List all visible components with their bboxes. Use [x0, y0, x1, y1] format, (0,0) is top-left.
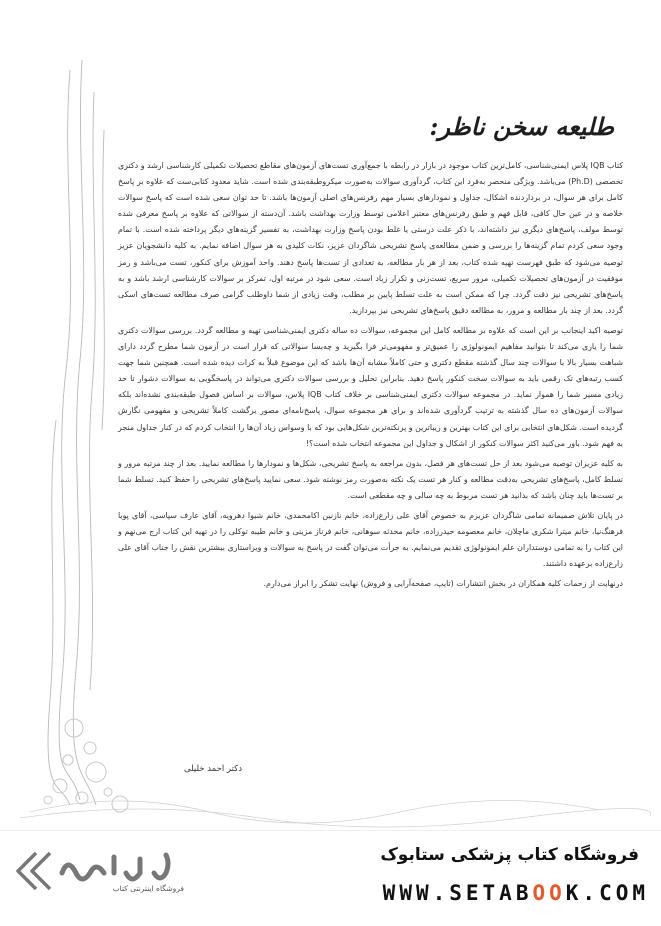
logo-wordmark-icon: [62, 855, 168, 879]
logo-tagline: فروشگاه اینترنتی کتاب: [112, 884, 184, 893]
store-name: فروشگاه کتاب پزشکی ستابوک: [380, 845, 639, 865]
store-url-link[interactable]: [329, 881, 649, 905]
store-footer-banner: [0, 830, 661, 926]
paragraph: به کلیه عزیزان توصیه می‌شود بعد از حل تست‌های هر فصل، بدون مراجعه به پاسخ تشریحی، شکل‌ها و نمودارها را مطالعه نمایید. بعد از چند مرتبه مرور و تسلط کامل، پاسخ‌های تشریحی به‌دقت مطالعه و کنار هر تست یک نکته به‌صورت رمز نوشته شود. سعی نمایید پاسخ‌های تشریحی را حفظ کنید. تسلط شما بر تست‌ها باید چنان باشد که بدانید هر تست مربوط به چه سالی و چه مقطعی است.: [118, 458, 623, 500]
url-part: K.COM: [565, 881, 649, 905]
logo-chevron-icon: [18, 853, 50, 889]
closing-paragraph: درنهایت از زحمات کلیه همکاران در بخش انتشارات (تایپ، صفحه‌آرایی و فروش) نهایت تشکر را ابراز می‌دارم.: [263, 579, 623, 589]
url-accent-letter: O: [532, 881, 550, 905]
page-title: طلیعه سخن ناظر:: [429, 112, 614, 141]
paragraph: توصیه اکید اینجانب بر این است که علاوه بر مطالعه کامل این مجموعه، سوالات ده ساله دکتری ایمنی‌شناسی تهیه و مطالعه گردد. بررسی سوالات دکتری شما را یاری می‌کند تا بتوانید مفاهیم ایمونولوژی را عمیق‌تر و مفهومی‌تر فرا بگیرید و چه‌بسا سوالاتی که قرار است در آزمون شما مطرح گردد دارای شباهت بسیار بالا با سوالات چند سال گذشته مقطع دکتری و حتی کاملاً مشابه آن‌ها باشد که این موضوع قبلاً به کرات دیده شده است. همچنین شما جهت کسب رتبه‌های تک رقمی باید به سوالات سخت کنکور پاسخ دهید. بنابراین تحلیل و بررسی سوالات دکتری می‌تواند در پاسخگویی به سوالات دشوار تا حد زیادی مسیر شما را هموار نماید. در مجموعه سوالات دکتری ایمنی‌شناسی بر خلاف کتاب IQB پلاس، سوالات بر اساس فصول طبقه‌بندی نشده‌اند بلکه سوالات آزمون‌های ده سال گذشته به ترتیب گردآوری شده‌اند و برای هر مجموعه سوال، پاسخ‌نامه‌ای مصور برگشت کاملاً تشریحی و مفهومی نگارش گردیده است. شکل‌های انتخابی برای این کتاب بهترین و زیباترین و پرنکته‌ترین شکل‌هایی بود که با وسواس زیاد آن‌ها را انتخاب کردم که در کنار جداول منجر به فهم شود. باور می‌کنید اکثر سوالات کنکور از اشکال و جداول این مجموعه انتخاب شده است؟!: [118, 325, 623, 448]
url-accent-letter: O: [549, 881, 566, 905]
paragraph: در پایان تلاش صمیمانه تمامی شاگردان عزیزم به خصوص آقای علی زارع‌زاده، خانم نازنین اکامحمدی، خانم شیوا دهرویه، آقای عارف سپاسی، آقای پویا فرهنگ‌نیا، خانم میترا شکری ماچلان، خانم معصومه حیدرزاده، خانم محدثه سوهانی، خانم فرناز مزینی و خانم طیبه توکلی را در تهیه این کتاب ارج می‌نهم و این کتاب را به تمامی دوستداران علم ایمونولوژی تقدیم می‌نمایم. به جرأت می‌توان گفت در پاسخ به سوالات و ویراستاری بیشترین نقش را جناب آقای علی زارع‌زاده برعهده داشتند.: [118, 510, 623, 569]
body-text: [118, 158, 623, 592]
setabook-logo: [10, 843, 180, 913]
url-part: WWW.SETAB: [382, 881, 533, 905]
paragraph: کتاب IQB پلاس ایمنی‌شناسی، کامل‌ترین کتاب موجود در بازار در رابطه با جمع‌آوری تست‌های آزمون‌های مقاطع تحصیلات تکمیلی کارشناسی ارشد و دکتری تخصصی (Ph.D) می‌باشد. ویژگی منحصر به‌فرد این کتاب، گردآوری سوالات به‌صورت میکروطبقه‌بندی شده است. شاید معدود کتابی‌ست که علاوه بر پاسخ کامل برای هر سوال، در برداردنده اشکال، جداول و نمودارهای بسیار مهم رفرنس‌های اصلی آزمون‌ها باشد. تا حد توان سعی شده است که پاسخ سوالات خلاصه و در عین حال کافی، قابل فهم و طبق رفرنس‌های معتبر اعلامی توسط وزارت بهداشت باشد. آن‌دسته از سوالاتی که علاوه بر پاسخ معرفی شده توسط مولف، پاسخ‌های دیگری نیز داشته‌اند، با ذکر علت درستی یا غلط بودن پاسخ وزارت بهداشت، به تفسیر گزینه‌های دیگر پرداخته شده است. با تمام وجود سعی کردم تمام گزینه‌ها را بررسی و ضمن مطالعه‌ی پاسخ تشریحی شاگردان عزیز، نکات کلیدی به هر سوال اضافه نمایم. به کلیه دانشجویان عزیز توصیه می‌شود که طبق فهرست تهیه شده کتاب، بعد از هر بار مطالعه، به تعدادی از تست‌ها پاسخ دهند. واحد آموزش برای کنکور، تست می‌باشد و رمز موفقیت در آزمون‌های تحصیلات تکمیلی، مرور سریع، تست‌زنی و تکرار زیاد است. سعی شود در مرتبه اول، تمرکز بر سوالات کارشناسی ارشد باشد و به پاسخ‌های تشریحی نیز دقت گردد. چرا که ممکن است به علت تسلط پایین بر مطلب، وقت زیادی از شما داوطلب گرامی صرف مطالعه تست‌های اسکی گردد. بعد از چند بار مطالعه و مرور، به مطالعه دقیق پاسخ‌های تشریحی نیز بپردازید.: [118, 161, 623, 315]
author-signature: دکتر احمد خلیلی: [183, 764, 242, 774]
